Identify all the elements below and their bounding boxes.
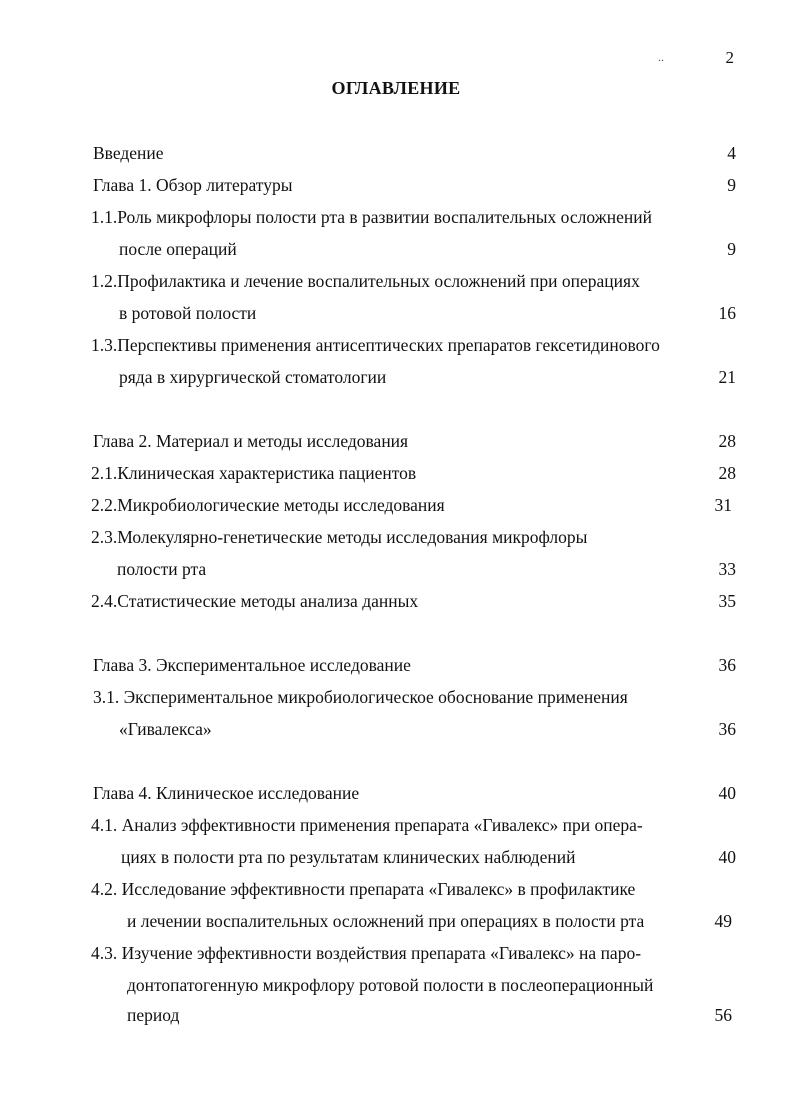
toc-entry-page: 33 [718, 559, 736, 579]
toc-entry-text: Глава 3. Экспериментальное исследование [93, 655, 411, 675]
scan-speck: .. [658, 50, 664, 64]
toc-entry-text: 4.2. Исследование эффективности препарата «Гивалекс» в профилактике [91, 879, 636, 899]
toc-entry-page: 31 [714, 495, 732, 515]
toc-entry-text: период [127, 1005, 180, 1025]
toc-entry-text: 2.2.Микробиологические методы исследования [91, 495, 445, 515]
page-title: ОГЛАВЛЕНИЕ [331, 78, 461, 98]
toc-entry-page: 16 [718, 303, 736, 323]
toc-entry-text: 1.1.Роль микрофлоры полости рта в развитии воспалительных осложнений [91, 207, 652, 227]
toc-entry-page: 9 [727, 175, 736, 195]
toc-entry-text: 1.2.Профилактика и лечение воспалительных осложнений при операциях [91, 271, 640, 291]
toc-entry-text: ряда в хирургической стоматологии [119, 367, 387, 387]
toc-entry-text: Глава 4. Клиническое исследование [93, 783, 360, 803]
toc-entry-text: в ротовой полости [119, 303, 257, 323]
toc-entry-text: Глава 2. Материал и методы исследования [93, 431, 409, 451]
toc-entry-text: 2.4.Статистические методы анализа данных [91, 591, 419, 611]
toc-entry-text: 4.1. Анализ эффективности применения препарата «Гивалекс» при опера- [91, 815, 643, 835]
toc-entry-text: после операций [119, 239, 237, 259]
toc-entry-text: 2.1.Клиническая характеристика пациентов [91, 463, 417, 483]
toc-entry-page: 35 [718, 591, 736, 611]
toc-entry-text: и лечении воспалительных осложнений при операциях в полости рта [127, 911, 645, 931]
toc-entry-page: 28 [718, 463, 736, 483]
page-number: 2 [725, 48, 734, 67]
toc-entry-text: Введение [93, 143, 164, 163]
toc-entry-text: 4.3. Изучение эффективности воздействия препарата «Гивалекс» на паро- [91, 943, 642, 963]
toc-entry-page: 21 [718, 367, 736, 387]
toc-entry-page: 40 [718, 847, 736, 867]
toc-entry-text: донтопатогенную микрофлору ротовой полости в послеоперационный [127, 975, 654, 995]
toc-entry-text: «Гивалекса» [119, 719, 212, 739]
toc-entry-text: Глава 1. Обзор литературы [93, 175, 293, 195]
toc-entry-text: 2.3.Молекулярно-генетические методы исследования микрофлоры [91, 527, 588, 547]
toc-entry-text: 1.3.Перспективы применения антисептических препаратов гексетидинового [91, 335, 660, 355]
toc-entry-page: 36 [718, 655, 736, 675]
toc-entry-text: полости рта [117, 559, 207, 579]
toc-entry-page: 9 [727, 239, 736, 259]
toc-entry-page: 36 [718, 719, 736, 739]
toc-entry-text: 3.1. Экспериментальное микробиологическое обоснование применения [93, 687, 628, 707]
toc-entry-page: 28 [718, 431, 736, 451]
toc-entry-page: 40 [718, 783, 736, 803]
toc-entry-page: 49 [714, 911, 732, 931]
toc-entry-page: 4 [727, 143, 736, 163]
toc-entry-page: 56 [714, 1005, 732, 1025]
toc-entry-text: циях в полости рта по результатам клинических наблюдений [121, 847, 576, 867]
